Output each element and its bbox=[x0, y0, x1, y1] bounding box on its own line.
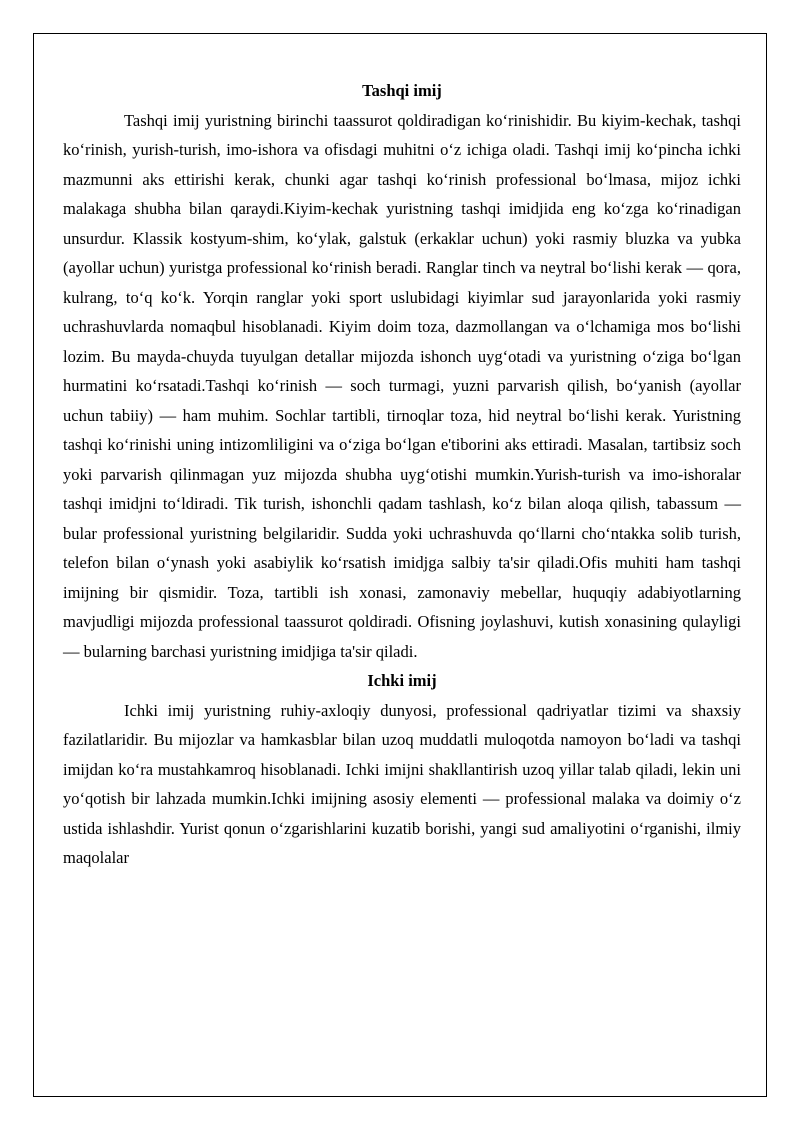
section-heading-ichki-imij: Ichki imij bbox=[367, 671, 437, 690]
section-paragraph-tashqi-imij: Tashqi imij yuristning birinchi taassurot qoldiradigan koʻrinishidir. Bu kiyim-kechak, tashqi koʻrinish, yurish-turish, imo-ishora va ofisdagi muhitni oʻz ichiga oladi. Tashqi imij koʻpincha ichki mazmunni aks ettirishi kerak, chunki agar tashqi koʻrinish professional boʻlmasa, mijoz ichki malakaga shubha bilan qaraydi.Kiyim-kechak yuristning tashqi imidjida eng koʻzga koʻrinadigan unsurdur. Klassik kostyum-shim, koʻylak, galstuk (erkaklar uchun) yoki rasmiy bluzka va yubka (ayollar uchun) yuristga professional koʻrinish beradi. Ranglar tinch va neytral boʻlishi kerak — qora, kulrang, toʻq koʻk. Yorqin ranglar yoki sport uslubidagi kiyimlar sud jarayonlarida yoki rasmiy uchrashuvlarda nomaqbul hisoblanadi. Kiyim doim toza, dazmollangan va oʻlchamiga mos boʻlishi lozim. Bu mayda-chuyda tuyulgan detallar mijozda ishonch uygʻotadi va yuristning oʻziga boʻlgan hurmatini koʻrsatadi.Tashqi koʻrinish — soch turmagi, yuzni parvarish qilish, boʻyanish (ayollar uchun tabiiy) — ham muhim. Sochlar tartibli, tirnoqlar toza, hid neytral boʻlishi kerak. Yuristning tashqi koʻrinishi uning intizomliligini va oʻziga boʻlgan e'tiborini aks ettiradi. Masalan, tartibsiz soch yoki parvarish qilinmagan yuz mijozda shubha uygʻotishi mumkin.Yurish-turish va imo-ishoralar tashqi imidjni toʻldiradi. Tik turish, ishonchli qadam tashlash, koʻz bilan aloqa qilish, tabassum — bular professional yuristning belgilaridir. Sudda yoki uchrashuvda qoʻllarni choʻntakka solib turish, telefon bilan oʻynash yoki asabiylik koʻrsatish imidjga salbiy ta'sir qiladi.Ofis muhiti ham tashqi imijning bir qismidir. Toza, tartibli ish xonasi, zamonaviy mebellar, huquqiy adabiyotlarning mavjudligi mijozda professional taassurot qoldiradi. Ofisning joylashuvi, kutish xonasining qulayligi — bularning barchasi yuristning imidjiga ta'sir qiladi. bbox=[63, 110, 741, 661]
section-heading-tashqi-imij: Tashqi imij bbox=[362, 81, 442, 100]
section-paragraph-ichki-imij: Ichki imij yuristning ruhiy-axloqiy dunyosi, professional qadriyatlar tizimi va shaxsiy fazilatlaridir. Bu mijozlar va hamkasblar bilan uzoq muddatli muloqotda namoyon boʻladi va tashqi imijdan koʻra mustahkamroq hisoblanadi. Ichki imijni shakllantirish uzoq yillar talab qiladi, lekin uni yoʻqotish bir lahzada mumkin.Ichki imijning asosiy elementi — professional malaka va doimiy oʻz ustida ishlashdir. Yurist qonun oʻzgarishlarini kuzatib borishi, yangi sud amaliyotini oʻrganishi, ilmiy maqolalar bbox=[63, 700, 741, 867]
document-body bbox=[63, 76, 741, 873]
